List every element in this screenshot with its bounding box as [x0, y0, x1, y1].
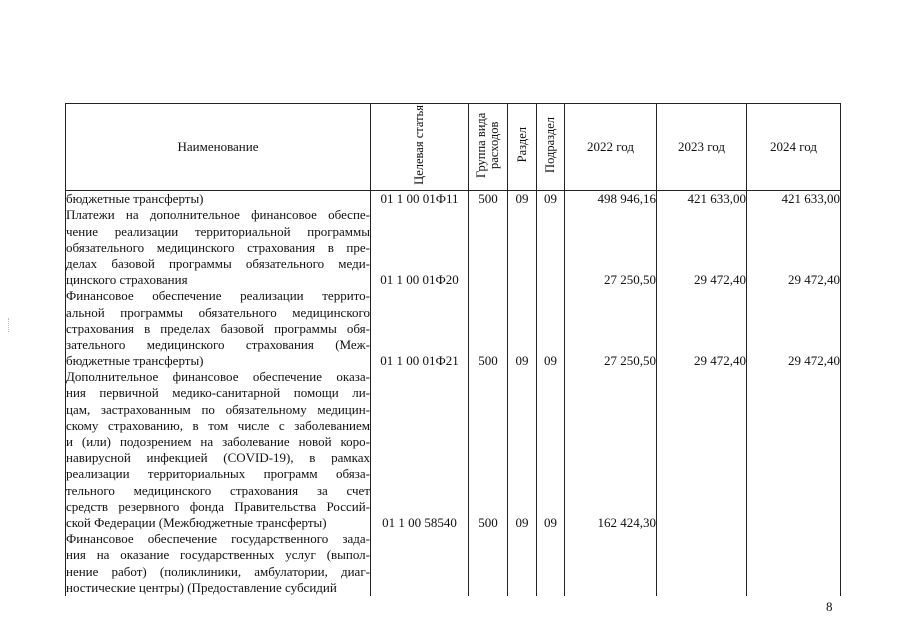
target-column	[371, 191, 469, 596]
cell-y2024: 421 633,00	[781, 191, 840, 207]
header-target: Целевая статья	[371, 104, 469, 191]
cell-y2023: 421 633,00	[687, 191, 746, 207]
name-line: зательного медицинского страхования (Меж-	[66, 336, 370, 352]
cell-section: 09	[515, 353, 529, 369]
scan-edge-mark	[8, 318, 10, 332]
group-column	[469, 191, 508, 596]
header-row	[66, 104, 841, 191]
section-column	[508, 191, 537, 596]
name-line: навирусной инфекцией (COVID-19), в рамках	[66, 450, 370, 466]
cell-group: 500	[478, 191, 498, 207]
y2022-column	[565, 191, 657, 596]
cell-group: 500	[478, 515, 498, 531]
header-2022: 2022 год	[565, 104, 657, 191]
cell-group: 500	[478, 353, 498, 369]
page-number: 8	[826, 599, 833, 614]
cell-target: 01 1 00 01Ф20	[380, 272, 459, 288]
name-line: Финансовое обеспечение реализации террито-	[66, 288, 370, 304]
header-2024: 2024 год	[747, 104, 841, 191]
cell-y2024: 29 472,40	[788, 353, 840, 369]
cell-subsection: 09	[544, 353, 557, 369]
name-line: бюджетные трансферты)	[66, 353, 204, 369]
header-2023: 2023 год	[657, 104, 747, 191]
cell-y2024	[747, 515, 840, 531]
name-line: цинского страхования	[66, 272, 188, 288]
cell-y2022: 162 424,30	[597, 515, 656, 531]
name-line: ностические центры) (Предоставление субсидий	[66, 579, 337, 595]
cell-target: 01 1 00 01Ф21	[380, 353, 459, 369]
name-line: альной программы обязательного медицинского	[66, 304, 370, 320]
cell-group	[469, 272, 507, 288]
name-line: делах базовой программы обязательного меди-	[66, 255, 370, 271]
y2024-column	[747, 191, 841, 596]
subsection-column	[537, 191, 565, 596]
cell-section	[508, 272, 536, 288]
name-line: и (или) подозрением на заболевание новой коро-	[66, 434, 370, 450]
name-line: тельного медицинского страхования за счет	[66, 482, 370, 498]
cell-subsection: 09	[544, 191, 557, 207]
header-subsection: Подраздел	[537, 104, 565, 191]
cell-target: 01 1 00 58540	[382, 515, 457, 531]
header-group: Группа вида расходов	[469, 104, 508, 191]
name-line: реализации территориальных программ обяза-	[66, 466, 370, 482]
cell-y2023: 29 472,40	[694, 353, 746, 369]
cell-section: 09	[515, 191, 529, 207]
budget-table	[65, 103, 841, 596]
name-line: нение работ) (поликлиники, амбулатории, диаг-	[66, 563, 370, 579]
cell-y2022: 498 946,16	[597, 191, 656, 207]
header-name: Наименование	[66, 104, 371, 191]
cell-y2022: 27 250,50	[604, 272, 656, 288]
name-line: ния первичной медико-санитарной помощи ли-	[66, 385, 370, 401]
name-line: бюджетные трансферты)	[66, 191, 204, 207]
cell-subsection	[537, 272, 564, 288]
name-line: страхования в пределах базовой программы обя-	[66, 320, 370, 336]
name-line: средств резервного фонда Правительства Россий-	[66, 498, 370, 514]
cell-target: 01 1 00 01Ф11	[380, 191, 459, 207]
table-body-row	[66, 191, 841, 596]
y2023-column	[657, 191, 747, 596]
name-line: чение реализации территориальной программы	[66, 223, 370, 239]
name-line: Платежи на дополнительное финансовое обеспе-	[66, 207, 370, 223]
cell-subsection: 09	[544, 515, 557, 531]
name-line: ния на оказание государственных услуг (выпол-	[66, 547, 370, 563]
cell-y2023	[657, 515, 746, 531]
name-line: скому страхованию, в том числе с заболеванием	[66, 417, 370, 433]
name-line: Финансовое обеспечение государственного зада-	[66, 531, 370, 547]
name-line: обязательного медицинского страхования в пре-	[66, 239, 370, 255]
header-section: Раздел	[508, 104, 537, 191]
name-line: Дополнительное финансовое обеспечение оказа-	[66, 369, 370, 385]
name-column	[66, 191, 371, 596]
cell-y2023: 29 472,40	[694, 272, 746, 288]
cell-section: 09	[515, 515, 529, 531]
name-line: цам, застрахованным по обязательному медицин-	[66, 401, 370, 417]
name-line: ской Федерации (Межбюджетные трансферты)	[66, 514, 327, 530]
cell-y2024: 29 472,40	[788, 272, 840, 288]
cell-y2022: 27 250,50	[604, 353, 656, 369]
